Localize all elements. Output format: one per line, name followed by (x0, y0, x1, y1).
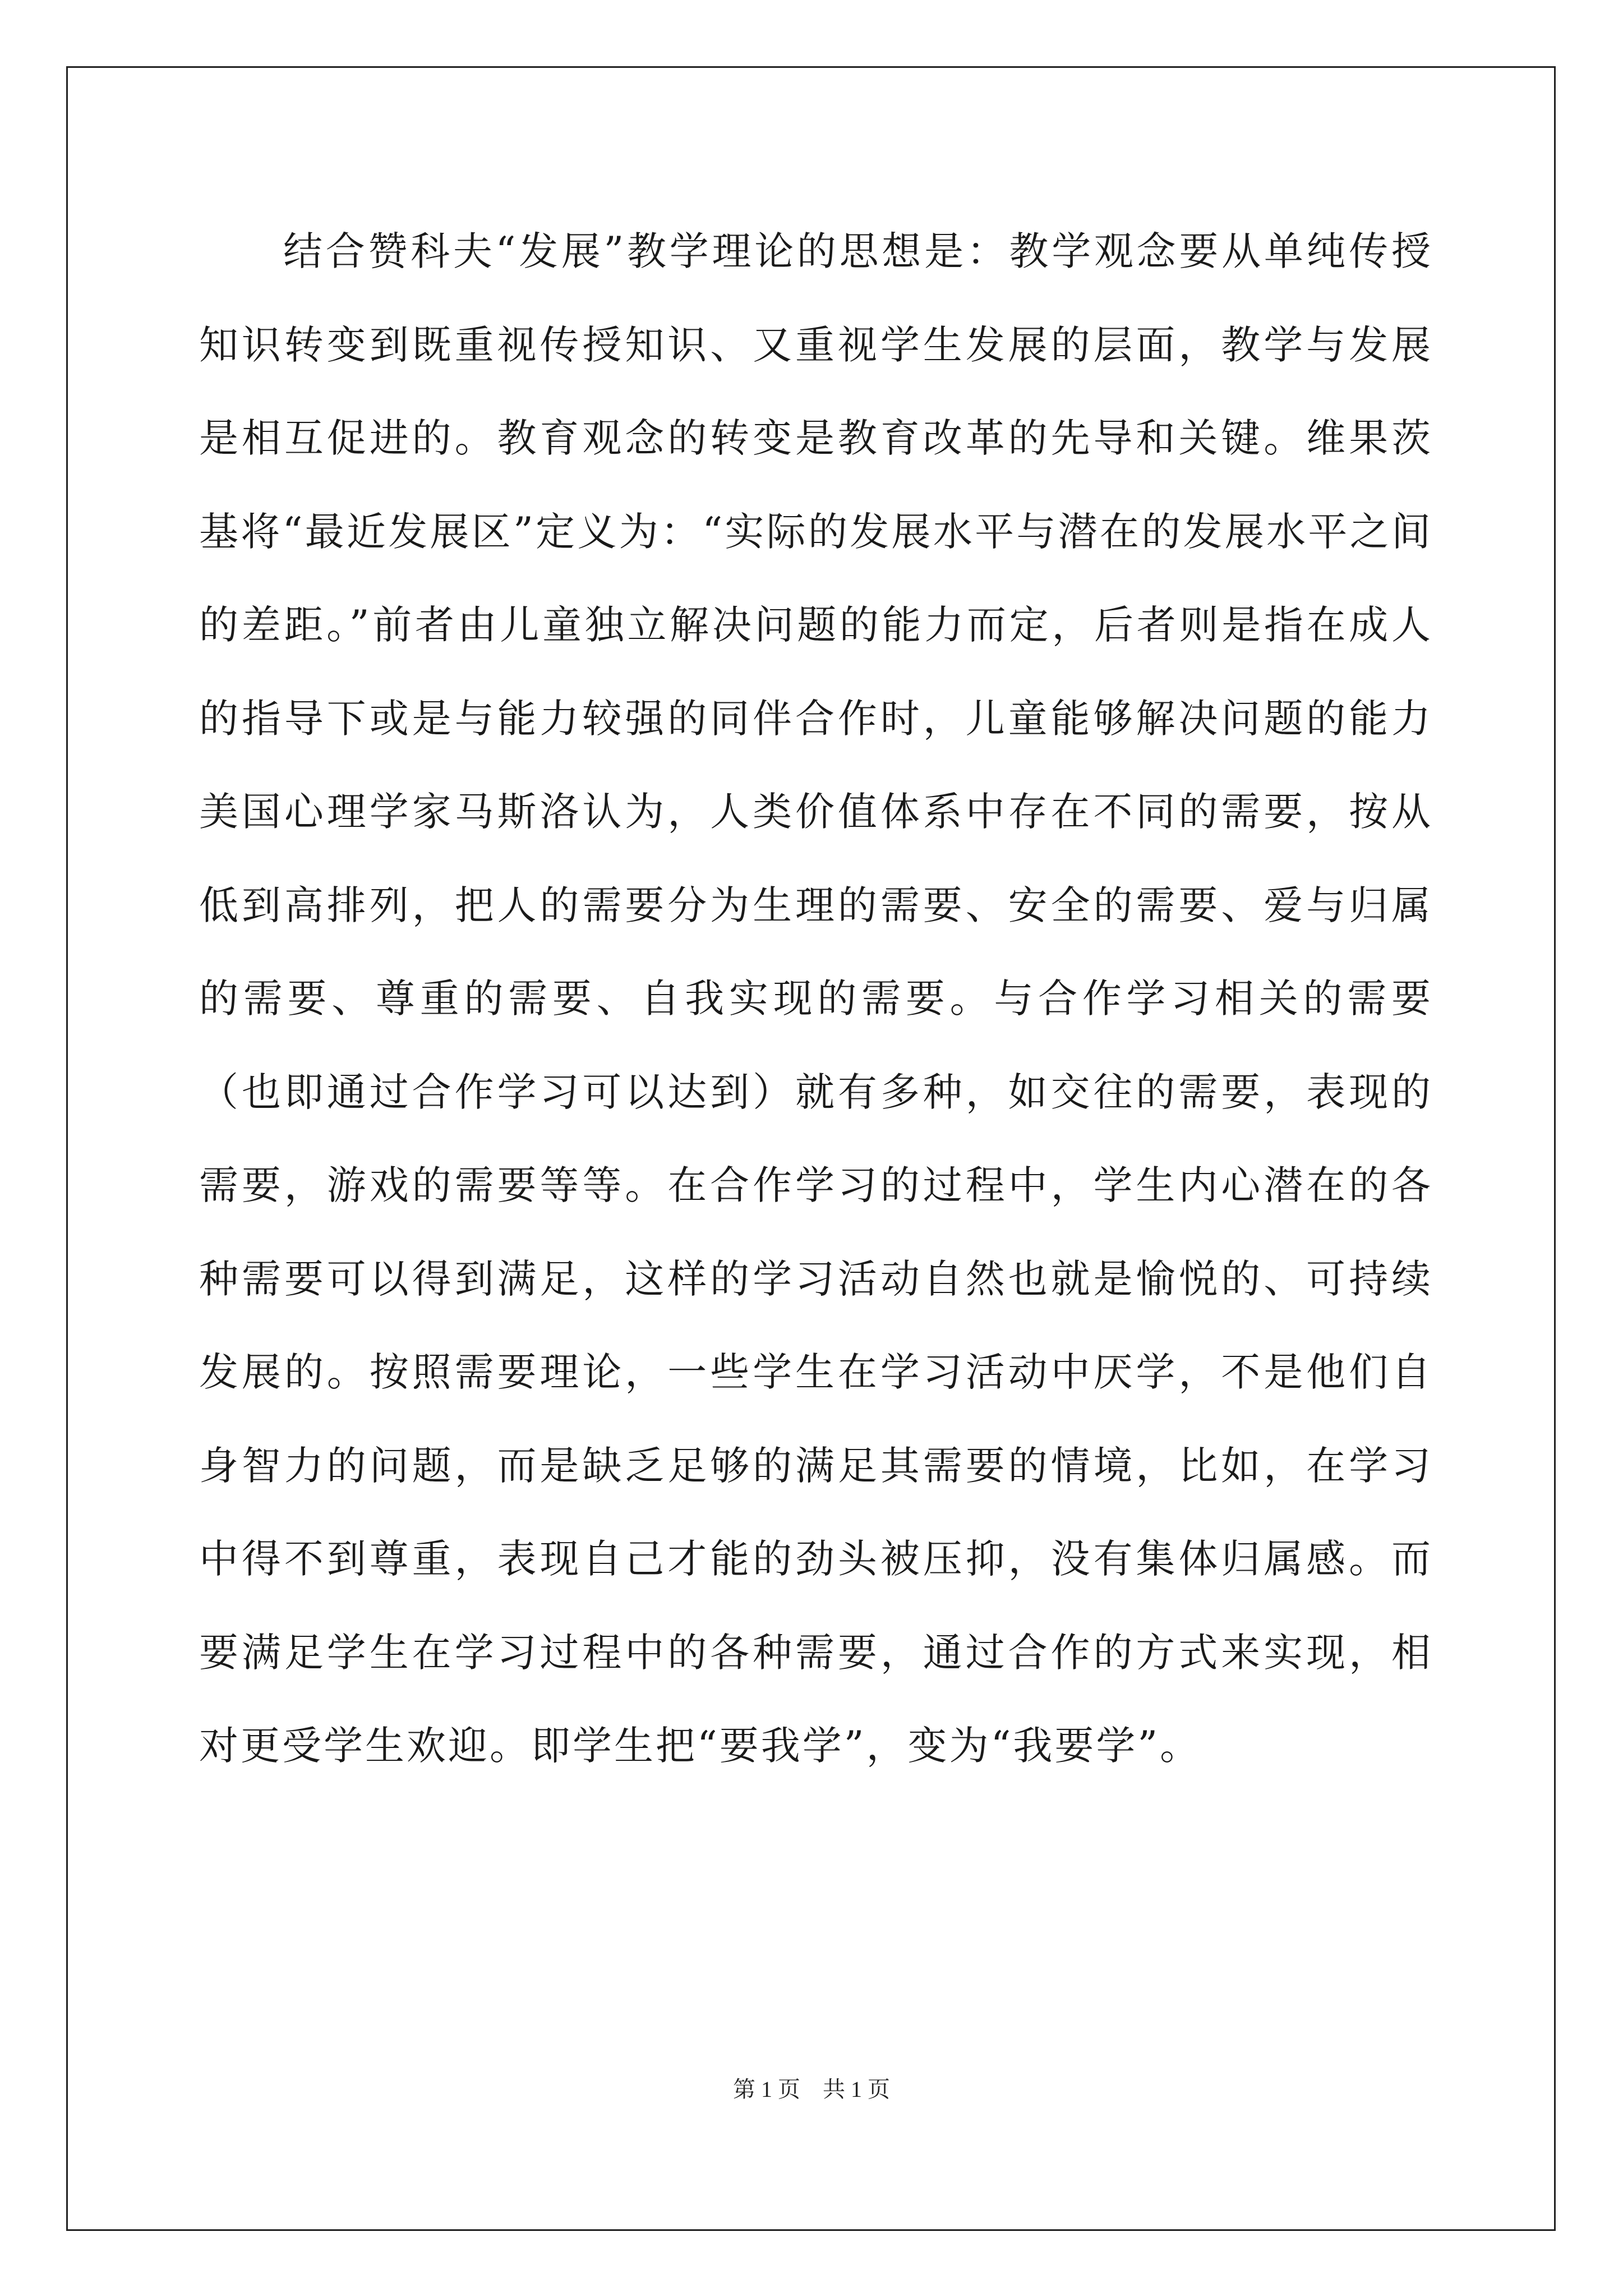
page-footer: 第 1 页 共 1 页 (733, 2077, 890, 2102)
body-paragraph: 结合赞科夫“发展”教学理论的思想是：教学观念要从单纯传授知识转变到既重视传授知识、又重视学生发展的层面，教学与发展是相互促进的。教育观念的转变是教育改革的先导和关键。维果茨基将“最近发展区”定义为：“实际的发展水平与潜在的发展水平之间的差距。”前者由儿童独立解决问题的能力而定，后者则是指在成人的指导下或是与能力较强的同伴合作时，儿童能够解决问题的能力美国心理学家马斯洛认为，人类价值体系中存在不同的需要，按从低到高排列，把人的需要分为生理的需要、安全的需要、爱与归属的需要、尊重的需要、自我实现的需要。与合作学习相关的需要（也即通过合作学习可以达到）就有多种，如交往的需要，表现的需要，游戏的需要等等。在合作学习的过程中，学生内心潜在的各种需要可以得到满足，这样的学习活动自然也就是愉悦的、可持续发展的。按照需要理论，一些学生在学习活动中厌学，不是他们自身智力的问题，而是缺乏足够的满足其需要的情境，比如，在学习中得不到尊重，表现自己才能的劲头被压抑，没有集体归属感。而要满足学生在学习过程中的各种需要，通过合作的方式来实现，相对更受学生欢迎。即学生把“要我学”，变为“我要学”。 (199, 228, 1433, 1769)
